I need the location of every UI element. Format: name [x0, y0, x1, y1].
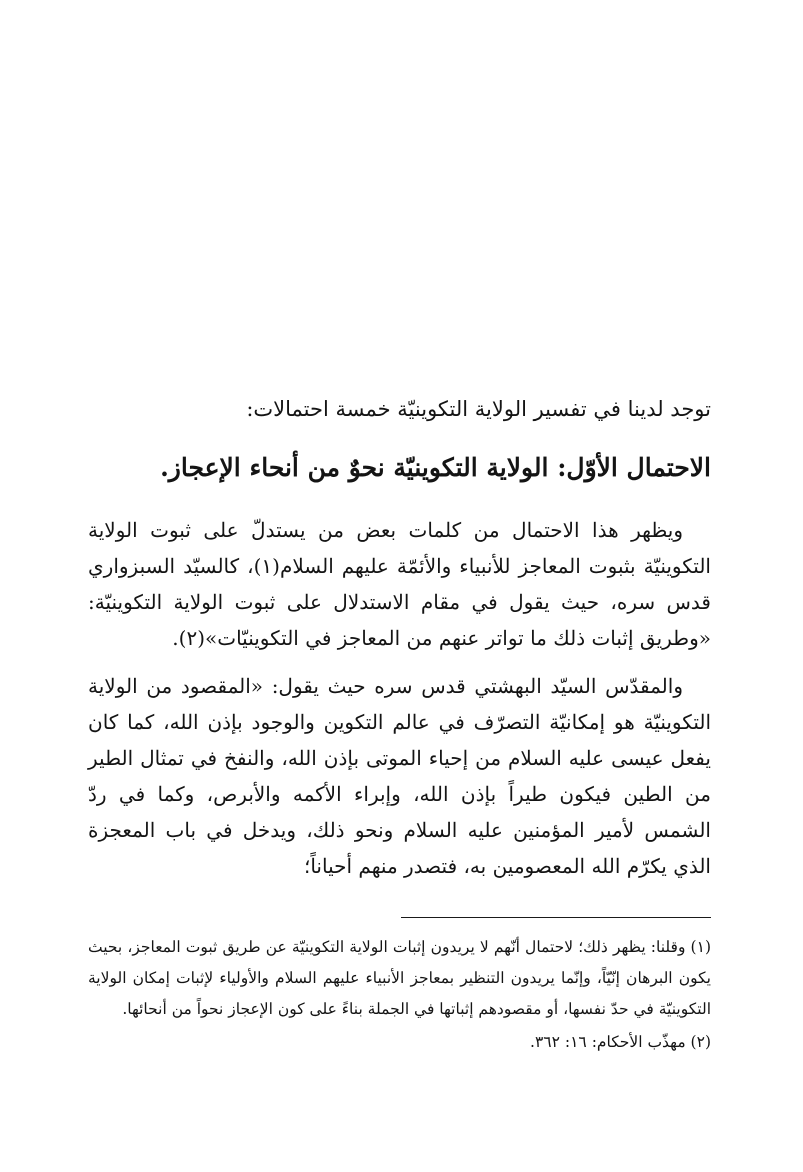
paragraph-2: والمقدّس السيّد البهشتي قدس سره حيث يقول: «المقصود من الولاية التكوينيّة هو إمكانيّة التصرّف في عالم التكوين والوجود بإذن الله، كما كان يفعل عيسى عليه السلام من إحياء الموتى بإذن الله، والنفخ في تمثال الطير من الطين فيكون طيراً بإذن الله، وإبراء الأكمه والأبرص، وكما في ردّ الشمس لأمير المؤمنين عليه السلام ونحو ذلك، ويدخل في باب المعجزة الذي يكرّم الله المعصومين به، فتصدر منهم أحياناً؛: [88, 674, 711, 878]
body-text: [88, 512, 711, 896]
footnote-1: (١) وقلنا: يظهر ذلك؛ لاحتمال أنّهم لا يريدون إثبات الولاية التكوينيّة عن طريق ثبوت المعاجز، بحيث يكون البرهان إنّيّاً، وإنّما يريدون التنظير بمعاجز الأنبياء عليهم السلام والأولياء لإثبات إمكان الولاية التكوينيّة في حدّ نفسها، أو مقصودهم إثباتها في الجملة بناءً على كون الإعجاز نحواً من أنحائها.: [88, 938, 711, 1018]
footnotes: [88, 932, 711, 1058]
section-heading: الاحتمال الأوّل: الولاية التكوينيّة نحوٌ من أنحاء الإعجاز.: [160, 453, 711, 482]
intro-sentence: توجد لدينا في تفسير الولاية التكوينيّة خمسة احتمالات:: [246, 397, 711, 421]
footnote-divider: [401, 917, 711, 918]
paragraph-1: ويظهر هذا الاحتمال من كلمات بعض من يستدلّ على ثبوت الولاية التكوينيّة بثبوت المعاجز للأنبياء والأئمّة عليهم السلام(١)، كالسيّد السبزواري قدس سره، حيث يقول في مقام الاستدلال على ثبوت الولاية التكوينيّة: «وطريق إثبات ذلك ما تواتر عنهم من المعاجز في التكوينيّات»(٢).: [88, 518, 711, 650]
footnote-2: (٢) مهذّب الأحكام: ١٦: ٣٦٢.: [530, 1033, 711, 1051]
